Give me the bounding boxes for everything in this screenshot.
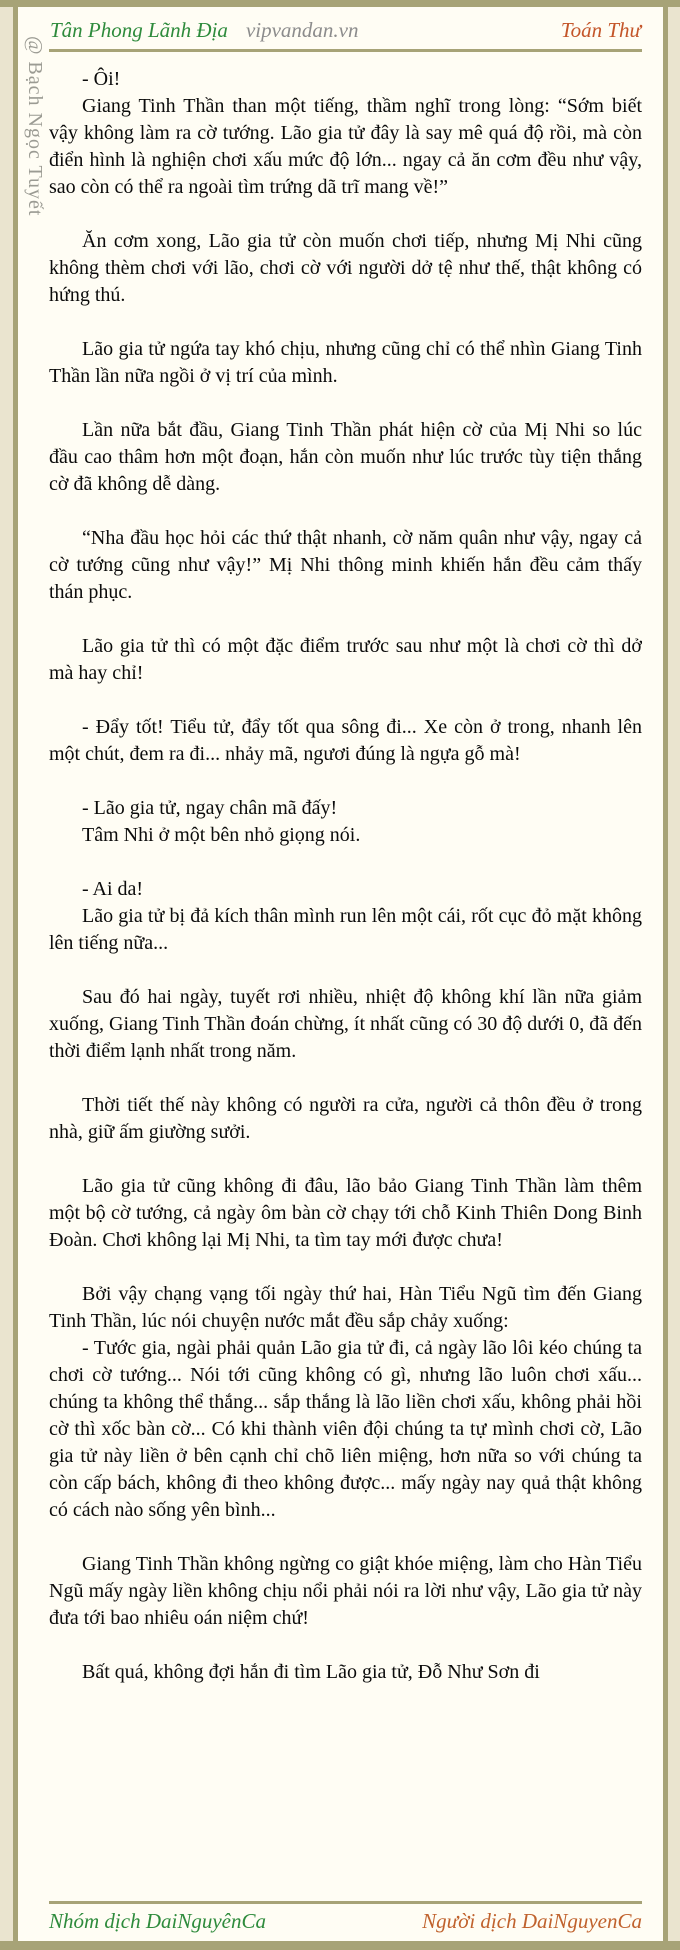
site-name: vipvandan.vn (245, 18, 359, 42)
paragraph-line: - Lão gia tử, ngay chân mã đấy! (82, 797, 338, 819)
paragraph-line: Bất quá, không đợi hắn đi tìm Lão gia tử, Đỗ Như Sơn đi (82, 1661, 540, 1683)
author-watermark: @ Bạch Ngọc Tuyết (24, 36, 46, 217)
paragraph-line: - Ôi! (82, 68, 121, 90)
paragraph-group (49, 1281, 642, 1524)
paragraph-line: Ăn cơm xong, Lão gia tử còn muốn chơi tiếp, nhưng Mị Nhi cũng không thèm chơi với lão, chơi cờ với người dở tệ như thế, thật không có hứng thú. (49, 230, 642, 306)
paragraph-line: Lão gia tử cũng không đi đâu, lão bảo Giang Tinh Thần làm thêm một bộ cờ tướng, cả ngày ôm bàn cờ chạy tới chỗ Kinh Thiên Dong Binh Đoàn. Chơi không lại Mị Nhi, ta tìm tay mới được chưa! (49, 1175, 642, 1251)
paragraph-group (49, 1092, 642, 1146)
paragraph-group (49, 1551, 642, 1632)
paragraph-line: Lão gia tử ngứa tay khó chịu, nhưng cũng chỉ có thể nhìn Giang Tinh Thần lần nữa ngồi ở vị trí của mình. (49, 338, 642, 387)
paragraph-line: Lão gia tử bị đả kích thân mình run lên một cái, rốt cục đỏ mặt không lên tiếng nữa... (49, 905, 642, 954)
paragraph-group (49, 876, 642, 957)
translator-credit: Người dịch DaiNguyenCa (422, 1909, 642, 1933)
paragraph-group (49, 336, 642, 390)
paragraph-line: - Tước gia, ngài phải quản Lão gia tử đi, cả ngày lão lôi kéo chúng ta chơi cờ tướng... Nói tới cũng không có gì, nhưng lão luôn chơi xấu... chúng ta không thể thắng... sắp thắng là lão liền chơi xấu, không phải hồi cờ thì xốc bàn cờ... Có khi thành viên đội chúng ta tự mình chơi cờ, Lão gia tử này liền ở bên cạnh chỉ chõ liên miệng, hơn nữa so với chúng ta còn cấp bách, không đi theo không được... mấy ngày nay quả thật không có cách nào sống yên bình... (49, 1337, 642, 1521)
paragraph-group (49, 525, 642, 606)
paragraph-line: Lần nữa bắt đầu, Giang Tinh Thần phát hiện cờ của Mị Nhi so lúc đầu cao thâm hơn một đoạn, hắn còn muốn như lúc trước tùy tiện thắng cờ đã không dễ dàng. (49, 419, 642, 495)
paragraph-group (49, 714, 642, 768)
paragraph-line: Bởi vậy chạng vạng tối ngày thứ hai, Hàn Tiểu Ngũ tìm đến Giang Tinh Thần, lúc nói chuyện nước mắt đều sắp chảy xuống: (49, 1283, 642, 1332)
paragraph-line: - Ai da! (82, 878, 144, 900)
paragraph-group (49, 228, 642, 309)
paragraph-line: - Đẩy tốt! Tiểu tử, đẩy tốt qua sông đi... Xe còn ở trong, nhanh lên một chút, đem ra đi... nhảy mã, ngươi đúng là ngựa gỗ mà! (49, 716, 642, 765)
chapter-title: Toán Thư (560, 18, 641, 42)
paragraph-line: Tâm Nhi ở một bên nhỏ giọng nói. (82, 824, 361, 846)
frame-bottom-border (0, 1941, 680, 1950)
page-header (49, 7, 642, 43)
paragraph-line: Giang Tinh Thần không ngừng co giật khóe miệng, làm cho Hàn Tiểu Ngũ mấy ngày liền không chịu nổi phải nói ra lời như vậy, Lão gia tử này đưa tới bao nhiêu oán niệm chứ! (49, 1553, 642, 1629)
novel-text (49, 52, 642, 1895)
paragraph-group (49, 66, 642, 201)
book-title: Tân Phong Lãnh Địa (50, 18, 228, 42)
paragraph-group (49, 633, 642, 687)
paragraph-group (49, 1659, 642, 1686)
paragraph-line: Giang Tinh Thần than một tiếng, thầm nghĩ trong lòng: “Sớm biết vậy không làm ra cờ tướng. Lão gia tử đây là say mê quá độ rồi, mà còn điển hình là nghiện chơi xấu mức độ lớn... ngay cả ăn cơm đều như vậy, sao còn có thể ra ngoài tìm trứng dã trĩ mang về!” (49, 95, 642, 198)
frame-right-border (663, 7, 668, 1941)
paragraph-line: “Nha đầu học hỏi các thứ thật nhanh, cờ năm quân như vậy, ngay cả cờ tướng cũng như vậy!” Mị Nhi thông minh khiến hắn đều cảm thấy thán phục. (49, 527, 642, 603)
paragraph-group (49, 984, 642, 1065)
paragraph-group (49, 417, 642, 498)
frame-top-border (0, 0, 680, 7)
paragraph-line: Lão gia tử thì có một đặc điểm trước sau như một là chơi cờ thì dở mà hay chỉ! (49, 635, 642, 684)
paragraph-line: Sau đó hai ngày, tuyết rơi nhiều, nhiệt độ không khí lần nữa giảm xuống, Giang Tinh Thần đoán chừng, ít nhất cũng có 30 độ dưới 0, đã đến thời điểm lạnh nhất trong năm. (49, 986, 642, 1062)
paragraph-line: Thời tiết thế này không có người ra cửa, người cả thôn đều ở trong nhà, giữ ấm giường sưởi. (49, 1094, 642, 1143)
translation-team-credit: Nhóm dịch DaiNguyênCa (49, 1909, 266, 1933)
paragraph-group (49, 1173, 642, 1254)
page-content-area (18, 7, 663, 1941)
paragraph-group (49, 795, 642, 849)
page-footer-block (49, 1895, 642, 1941)
page-footer (49, 1904, 642, 1936)
